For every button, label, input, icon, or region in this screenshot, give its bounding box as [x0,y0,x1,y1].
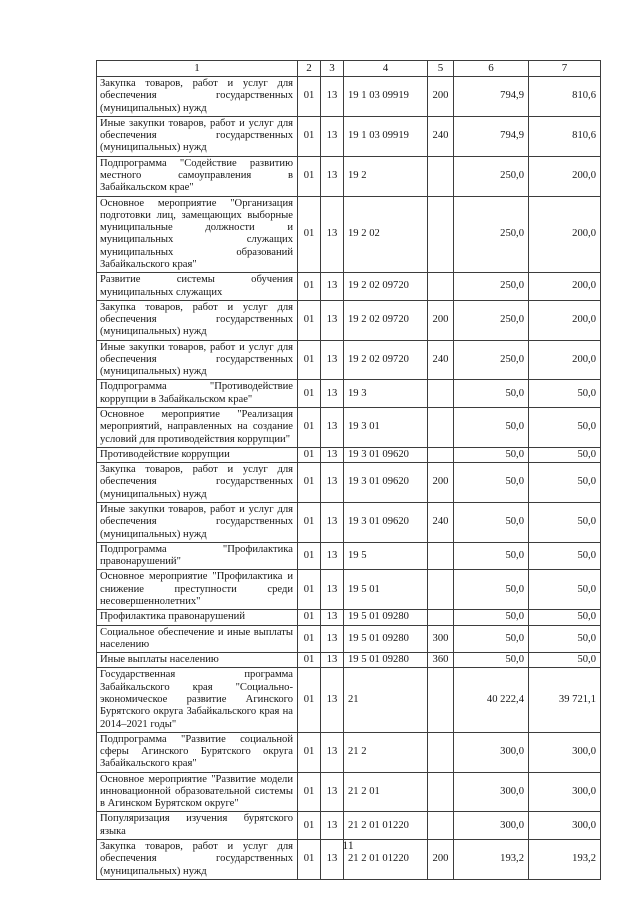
budget-table-body [97,77,601,880]
table-row [97,570,601,610]
cell-col5: 200 [428,463,454,503]
cell-col4: 19 5 01 [344,570,428,610]
cell-col6: 50,0 [454,610,529,625]
table-row [97,668,601,732]
cell-col2: 01 [298,116,321,156]
cell-col6: 250,0 [454,300,529,340]
cell-col3: 13 [321,653,344,668]
budget-table [96,60,601,880]
cell-col7: 50,0 [529,503,601,543]
cell-col4: 19 5 01 09280 [344,625,428,653]
cell-col7: 50,0 [529,542,601,570]
column-header-4: 4 [344,61,428,77]
cell-col6: 50,0 [454,542,529,570]
cell-col7: 50,0 [529,625,601,653]
cell-col7: 39 721,1 [529,668,601,732]
table-row [97,625,601,653]
table-row [97,77,601,117]
cell-col4: 19 2 02 09720 [344,300,428,340]
cell-item-name: Основное мероприятие "Профилактика и снижение преступности среди несовершеннолетних" [97,570,298,610]
cell-col3: 13 [321,570,344,610]
cell-col3: 13 [321,300,344,340]
cell-col3: 13 [321,408,344,448]
cell-col5 [428,408,454,448]
cell-col2: 01 [298,77,321,117]
cell-col2: 01 [298,340,321,380]
cell-col7: 810,6 [529,116,601,156]
cell-col2: 01 [298,542,321,570]
cell-col4: 21 2 01 01220 [344,812,428,840]
cell-col3: 13 [321,668,344,732]
cell-col3: 13 [321,812,344,840]
cell-col4: 19 3 01 09620 [344,463,428,503]
cell-col6: 50,0 [454,503,529,543]
cell-col6: 250,0 [454,340,529,380]
cell-col4: 19 1 03 09919 [344,116,428,156]
cell-col6: 794,9 [454,77,529,117]
cell-col7: 200,0 [529,300,601,340]
cell-col5: 240 [428,503,454,543]
cell-col3: 13 [321,380,344,408]
cell-col6: 300,0 [454,812,529,840]
cell-col2: 01 [298,408,321,448]
cell-col5 [428,156,454,196]
cell-col6: 250,0 [454,156,529,196]
table-row [97,116,601,156]
cell-col5: 200 [428,840,454,880]
cell-col6: 50,0 [454,570,529,610]
cell-col3: 13 [321,463,344,503]
cell-col2: 01 [298,610,321,625]
cell-item-name: Иные закупки товаров, работ и услуг для обеспечения государственных (муниципальных) нужд [97,116,298,156]
cell-col3: 13 [321,77,344,117]
table-row [97,503,601,543]
cell-col7: 193,2 [529,840,601,880]
cell-col4: 19 3 [344,380,428,408]
cell-col7: 300,0 [529,732,601,772]
cell-col6: 50,0 [454,447,529,462]
cell-col7: 300,0 [529,772,601,812]
cell-col4: 19 5 01 09280 [344,653,428,668]
cell-col2: 01 [298,196,321,273]
cell-item-name: Основное мероприятие "Развитие модели инновационной образовательной системы в Агинском Бурятском округе" [97,772,298,812]
table-row [97,772,601,812]
cell-item-name: Социальное обеспечение и иные выплаты населению [97,625,298,653]
table-row [97,273,601,301]
cell-col4: 21 [344,668,428,732]
budget-table-header [97,61,601,77]
cell-item-name: Профилактика правонарушений [97,610,298,625]
table-row [97,610,601,625]
cell-col2: 01 [298,156,321,196]
cell-item-name: Закупка товаров, работ и услуг для обеспечения государственных (муниципальных) нужд [97,463,298,503]
cell-col6: 50,0 [454,408,529,448]
cell-item-name: Популяризация изучения бурятского языка [97,812,298,840]
cell-col5: 240 [428,340,454,380]
cell-col4: 21 2 01 01220 [344,840,428,880]
cell-col5 [428,732,454,772]
cell-item-name: Противодействие коррупции [97,447,298,462]
cell-col3: 13 [321,542,344,570]
cell-col6: 300,0 [454,732,529,772]
table-row [97,653,601,668]
cell-col5: 240 [428,116,454,156]
cell-col3: 13 [321,156,344,196]
table-row [97,542,601,570]
cell-col2: 01 [298,503,321,543]
cell-col2: 01 [298,732,321,772]
cell-col5: 300 [428,625,454,653]
table-row [97,156,601,196]
column-header-3: 3 [321,61,344,77]
cell-col4: 19 2 02 09720 [344,273,428,301]
cell-col5: 200 [428,300,454,340]
cell-col6: 50,0 [454,625,529,653]
cell-col5 [428,812,454,840]
column-header-2: 2 [298,61,321,77]
cell-col2: 01 [298,463,321,503]
cell-col3: 13 [321,196,344,273]
cell-col7: 50,0 [529,408,601,448]
cell-col2: 01 [298,840,321,880]
cell-col3: 13 [321,840,344,880]
cell-col2: 01 [298,380,321,408]
cell-col6: 40 222,4 [454,668,529,732]
cell-item-name: Иные выплаты населению [97,653,298,668]
cell-col5 [428,610,454,625]
cell-col7: 810,6 [529,77,601,117]
cell-col4: 19 3 01 [344,408,428,448]
cell-col6: 300,0 [454,772,529,812]
cell-item-name: Подпрограмма "Профилактика правонарушений" [97,542,298,570]
cell-item-name: Подпрограмма "Содействие развитию местного самоуправления в Забайкальском крае" [97,156,298,196]
cell-item-name: Закупка товаров, работ и услуг для обеспечения государственных (муниципальных) нужд [97,840,298,880]
cell-col2: 01 [298,772,321,812]
cell-item-name: Развитие системы обучения муниципальных служащих [97,273,298,301]
cell-col3: 13 [321,772,344,812]
cell-col5: 360 [428,653,454,668]
cell-col5 [428,447,454,462]
cell-col3: 13 [321,116,344,156]
cell-col4: 19 3 01 09620 [344,447,428,462]
cell-col6: 50,0 [454,653,529,668]
cell-col7: 200,0 [529,196,601,273]
cell-col5 [428,570,454,610]
cell-col4: 21 2 [344,732,428,772]
cell-col2: 01 [298,812,321,840]
cell-col7: 200,0 [529,156,601,196]
column-header-5: 5 [428,61,454,77]
cell-col4: 19 3 01 09620 [344,503,428,543]
cell-col2: 01 [298,300,321,340]
cell-col4: 19 2 02 [344,196,428,273]
table-row [97,732,601,772]
cell-col7: 50,0 [529,653,601,668]
cell-col5 [428,380,454,408]
cell-col7: 50,0 [529,610,601,625]
cell-col4: 19 2 [344,156,428,196]
table-row [97,340,601,380]
cell-col2: 01 [298,625,321,653]
cell-col5 [428,772,454,812]
cell-col7: 50,0 [529,380,601,408]
cell-col3: 13 [321,732,344,772]
cell-col7: 50,0 [529,570,601,610]
cell-col2: 01 [298,447,321,462]
column-header-1: 1 [97,61,298,77]
cell-col7: 50,0 [529,463,601,503]
cell-item-name: Государственная программа Забайкальского края "Социально-экономическое развитие Агинского Бурятского округа Забайкальского края на 2014–2021 годы" [97,668,298,732]
cell-col6: 193,2 [454,840,529,880]
table-row [97,447,601,462]
cell-col4: 19 2 02 09720 [344,340,428,380]
cell-col6: 250,0 [454,196,529,273]
cell-item-name: Закупка товаров, работ и услуг для обеспечения государственных (муниципальных) нужд [97,300,298,340]
header-row [97,61,601,77]
cell-col4: 21 2 01 [344,772,428,812]
cell-item-name: Подпрограмма "Развитие социальной сферы Агинского Бурятского округа Забайкальского края" [97,732,298,772]
cell-col6: 50,0 [454,380,529,408]
cell-item-name: Основное мероприятие "Реализация мероприятий, направленных на создание условий для противодействия коррупции" [97,408,298,448]
cell-col2: 01 [298,668,321,732]
table-row [97,463,601,503]
cell-col3: 13 [321,273,344,301]
cell-col5 [428,668,454,732]
cell-col6: 50,0 [454,463,529,503]
table-row [97,196,601,273]
cell-col7: 50,0 [529,447,601,462]
cell-item-name: Подпрограмма "Противодействие коррупции в Забайкальском крае" [97,380,298,408]
table-row [97,812,601,840]
cell-col4: 19 5 [344,542,428,570]
cell-col2: 01 [298,570,321,610]
column-header-6: 6 [454,61,529,77]
cell-col5 [428,273,454,301]
cell-col3: 13 [321,610,344,625]
table-row [97,300,601,340]
cell-col6: 794,9 [454,116,529,156]
cell-col3: 13 [321,340,344,380]
cell-col6: 250,0 [454,273,529,301]
cell-col3: 13 [321,503,344,543]
cell-col3: 13 [321,625,344,653]
cell-item-name: Закупка товаров, работ и услуг для обеспечения государственных (муниципальных) нужд [97,77,298,117]
cell-col4: 19 1 03 09919 [344,77,428,117]
cell-col7: 200,0 [529,340,601,380]
cell-col2: 01 [298,273,321,301]
cell-col2: 01 [298,653,321,668]
column-header-7: 7 [529,61,601,77]
table-row [97,408,601,448]
cell-col7: 200,0 [529,273,601,301]
table-row [97,380,601,408]
cell-col4: 19 5 01 09280 [344,610,428,625]
cell-col3: 13 [321,447,344,462]
cell-item-name: Иные закупки товаров, работ и услуг для обеспечения государственных (муниципальных) нужд [97,503,298,543]
cell-col5 [428,542,454,570]
cell-item-name: Иные закупки товаров, работ и услуг для обеспечения государственных (муниципальных) нужд [97,340,298,380]
cell-col5: 200 [428,77,454,117]
cell-col7: 300,0 [529,812,601,840]
page-number: 11 [342,838,354,852]
cell-item-name: Основное мероприятие "Организация подготовки лиц, замещающих выборные муниципальные должности и муниципальных служащих муниципальных образований Забайкальского края" [97,196,298,273]
cell-col5 [428,196,454,273]
